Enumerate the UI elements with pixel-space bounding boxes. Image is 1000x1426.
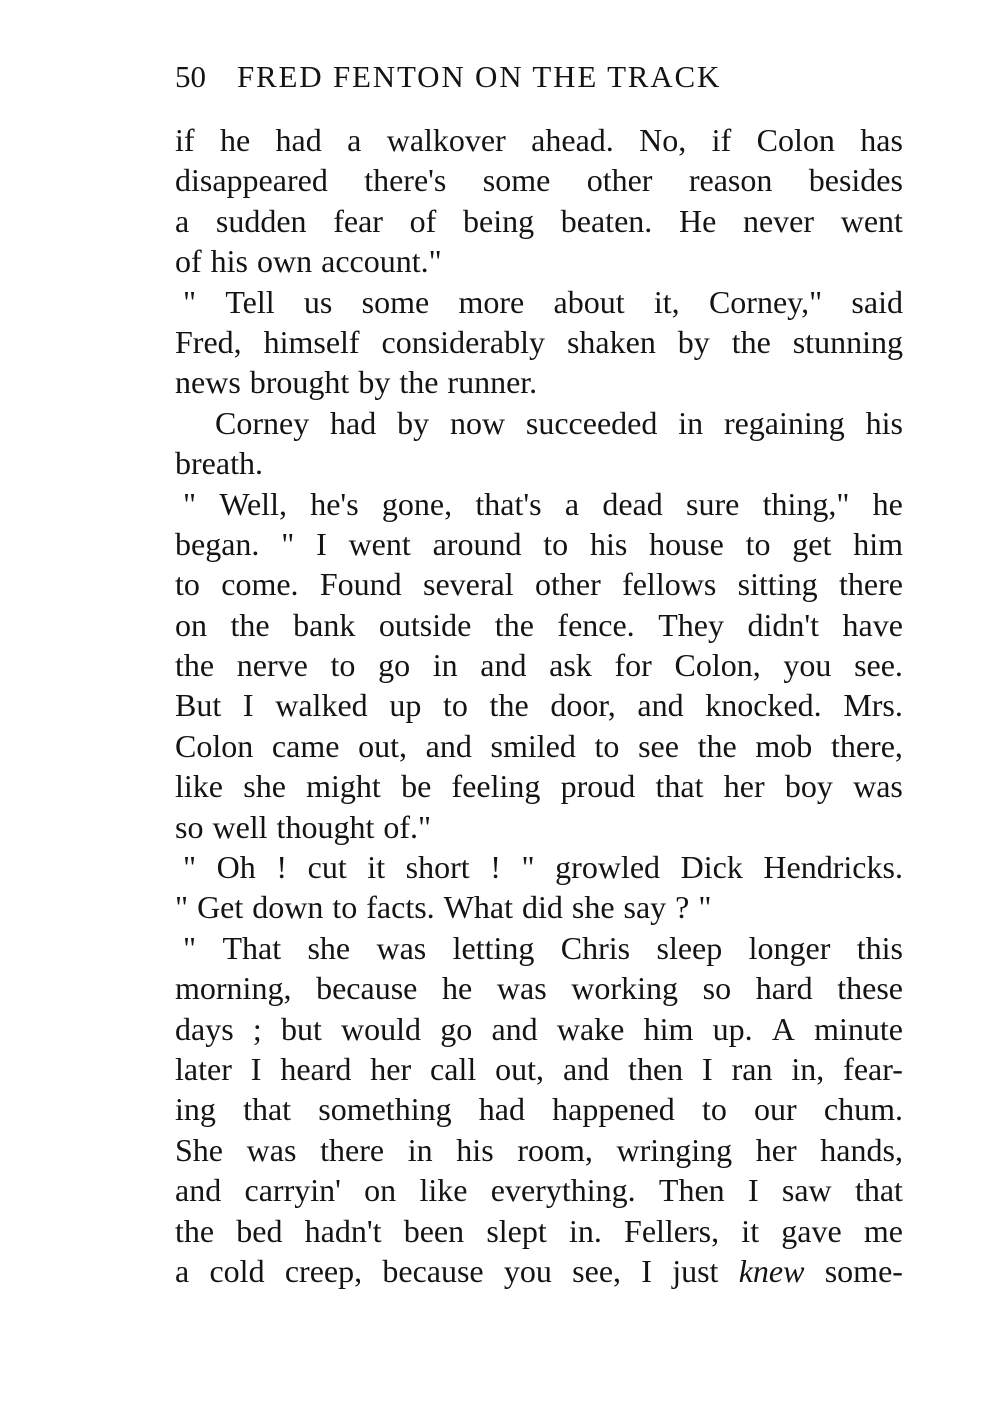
- word: sleep: [656, 929, 723, 966]
- word: so: [175, 808, 204, 845]
- word: bed: [236, 1212, 283, 1249]
- word: cold: [209, 1252, 265, 1289]
- word: succeeded: [525, 404, 658, 441]
- text-line: [175, 1170, 903, 1210]
- word: carryin': [244, 1172, 341, 1209]
- word: several: [423, 566, 514, 603]
- word: then: [628, 1050, 684, 1087]
- running-header: [175, 56, 905, 98]
- word: ": [521, 849, 535, 886]
- word: Colon: [756, 122, 835, 158]
- word: around: [432, 525, 522, 562]
- word: well: [212, 808, 268, 845]
- word: up.: [712, 1010, 753, 1047]
- word: something: [318, 1091, 452, 1128]
- word: on: [175, 606, 207, 643]
- word: nerve: [236, 647, 308, 684]
- word: to: [543, 525, 569, 562]
- word: had: [330, 404, 377, 441]
- word: to: [442, 687, 468, 724]
- word: but: [280, 1010, 322, 1047]
- word: other: [586, 162, 653, 199]
- word: short: [405, 849, 470, 886]
- word: he: [442, 970, 473, 1007]
- word: Fred,: [175, 323, 242, 360]
- word: ": [183, 283, 197, 320]
- word: to: [594, 727, 620, 764]
- word: by: [358, 364, 391, 401]
- word: that's: [475, 485, 542, 522]
- text-line: [175, 968, 903, 1008]
- word: brought: [249, 364, 350, 401]
- word: out,: [358, 727, 407, 764]
- word: some: [482, 162, 551, 199]
- word: if: [711, 122, 732, 158]
- word: thing,": [762, 485, 850, 522]
- word: see.: [854, 647, 903, 684]
- word: minute: [814, 1010, 903, 1047]
- word: sure: [685, 485, 740, 522]
- text-line: [175, 605, 903, 645]
- word: his: [456, 1131, 494, 1168]
- word: he: [872, 485, 903, 522]
- word: she: [307, 929, 351, 966]
- word: hadn't: [304, 1212, 382, 1249]
- word: this: [856, 929, 903, 966]
- word: if: [175, 122, 195, 158]
- word: of: [409, 202, 437, 239]
- word: Then: [658, 1172, 725, 1209]
- word: gone,: [381, 485, 453, 522]
- word: a: [564, 485, 580, 522]
- word: his: [589, 525, 628, 562]
- word: proud: [560, 768, 636, 805]
- word: ": [698, 889, 712, 926]
- word: he's: [310, 485, 359, 522]
- word: a: [347, 122, 362, 158]
- word: reason: [688, 162, 773, 199]
- word: him: [643, 1010, 694, 1047]
- word: in: [432, 647, 458, 684]
- word: regaining: [723, 404, 845, 441]
- word: himself: [263, 323, 360, 360]
- word: cut: [307, 849, 347, 886]
- word: Colon,: [674, 647, 761, 684]
- word: has: [860, 122, 903, 158]
- text-line: [175, 1089, 903, 1129]
- word: the: [399, 364, 439, 401]
- word: would: [341, 1010, 422, 1047]
- text-line: [175, 443, 903, 483]
- word: she: [571, 889, 615, 926]
- word: never: [742, 202, 815, 239]
- word: account.": [321, 243, 442, 280]
- word: creep,: [284, 1252, 363, 1289]
- word: like: [419, 1172, 468, 1209]
- word: boy: [784, 768, 833, 805]
- word: that: [854, 1172, 903, 1209]
- word: there,: [830, 727, 903, 764]
- word: !: [490, 849, 501, 886]
- word: breath.: [175, 445, 263, 482]
- word: his: [865, 404, 903, 441]
- word: considerably: [381, 323, 546, 360]
- word: Corney: [215, 404, 310, 441]
- text-line: [175, 847, 903, 887]
- word: and: [425, 727, 472, 764]
- word: news: [175, 364, 241, 401]
- word: to: [745, 525, 771, 562]
- word: What: [443, 889, 513, 926]
- word: He: [678, 202, 717, 239]
- word: Tell: [225, 283, 275, 320]
- word: beaten.: [560, 202, 653, 239]
- word: and: [637, 687, 684, 724]
- word: went: [840, 202, 903, 239]
- text-line: [175, 564, 903, 604]
- word: in: [407, 1131, 433, 1168]
- word: she: [243, 768, 286, 805]
- word: out,: [495, 1050, 545, 1087]
- word: that: [243, 1091, 292, 1128]
- word: mob: [755, 727, 813, 764]
- word: saw: [781, 1172, 832, 1209]
- word: be: [401, 768, 432, 805]
- text-line: [175, 726, 903, 766]
- word: her: [755, 1131, 797, 1168]
- word: fear-: [843, 1050, 903, 1087]
- word: I: [242, 687, 254, 724]
- word: some-: [824, 1252, 903, 1289]
- word: more: [458, 283, 525, 320]
- word: and: [175, 1172, 222, 1209]
- word: now: [449, 404, 506, 441]
- word: feeling: [451, 768, 541, 805]
- word: thought: [276, 808, 375, 845]
- word: have: [842, 606, 903, 643]
- word: wake: [556, 1010, 625, 1047]
- word: for: [614, 647, 652, 684]
- text-line: [175, 1130, 903, 1170]
- word: in.: [568, 1212, 602, 1249]
- word: ": [183, 485, 197, 522]
- word: the: [175, 1212, 215, 1249]
- word: smiled: [490, 727, 576, 764]
- word: see,: [572, 1252, 622, 1289]
- text-line: [175, 484, 903, 524]
- word: so: [702, 970, 732, 1007]
- word: ?: [675, 889, 690, 926]
- word: her: [370, 1050, 412, 1087]
- word: ran: [731, 1050, 773, 1087]
- word: there's: [364, 162, 447, 199]
- word: of: [175, 243, 202, 280]
- word: about: [553, 283, 625, 320]
- word: down: [252, 889, 324, 926]
- word: the: [230, 606, 270, 643]
- word: slept: [486, 1212, 547, 1249]
- word: been: [403, 1212, 465, 1249]
- word: to: [701, 1091, 727, 1128]
- word: runner.: [447, 364, 538, 401]
- word: you: [783, 647, 832, 684]
- word: you: [503, 1252, 552, 1289]
- word: to: [330, 647, 356, 684]
- text-line: [175, 1211, 903, 1251]
- word: fence.: [557, 606, 635, 643]
- word: her: [723, 768, 765, 805]
- word: I: [702, 1050, 713, 1087]
- word: our: [754, 1091, 797, 1128]
- word: get: [792, 525, 832, 562]
- word: longer: [748, 929, 831, 966]
- word: letting: [452, 929, 535, 966]
- word: other: [534, 566, 601, 603]
- word: stunning: [792, 323, 903, 360]
- word: ahead.: [531, 122, 614, 158]
- word: chum.: [823, 1091, 903, 1128]
- word: She: [175, 1131, 223, 1168]
- word: the: [494, 606, 534, 643]
- word: Well,: [219, 485, 287, 522]
- text-line: [175, 160, 903, 200]
- word: because: [382, 1252, 484, 1289]
- word: call: [430, 1050, 477, 1087]
- word: days: [175, 1010, 234, 1047]
- word: growled: [555, 849, 661, 886]
- word: ": [175, 889, 189, 926]
- word: a: [175, 202, 190, 239]
- word: ": [183, 849, 197, 886]
- word: didn't: [747, 606, 819, 643]
- text-line: [175, 1251, 903, 1291]
- word: besides: [808, 162, 903, 199]
- word: to: [175, 566, 200, 603]
- text-line: [175, 766, 903, 806]
- word: and: [562, 1050, 610, 1087]
- word: began.: [175, 525, 260, 562]
- word: see: [638, 727, 679, 764]
- word: happened: [552, 1091, 675, 1128]
- word: disappeared: [175, 162, 328, 199]
- word: outside: [378, 606, 472, 643]
- word: said: [851, 283, 903, 320]
- text-line: [175, 201, 903, 241]
- running-title: FRED FENTON ON THE TRACK: [237, 59, 722, 94]
- text-line: [175, 282, 903, 322]
- word: everything.: [490, 1172, 636, 1209]
- text-line: [175, 807, 903, 847]
- page-number: 50: [175, 59, 206, 94]
- word: there: [320, 1131, 385, 1168]
- word: house: [649, 525, 724, 562]
- word: ask: [549, 647, 592, 684]
- word: went: [348, 525, 411, 562]
- word: was: [246, 1131, 297, 1168]
- word: Corney,": [708, 283, 823, 320]
- word: the: [175, 647, 215, 684]
- word: it: [367, 849, 386, 886]
- word: Fellers,: [624, 1212, 720, 1249]
- word: Colon: [175, 727, 254, 764]
- word: was: [496, 970, 547, 1007]
- word: being: [462, 202, 535, 239]
- word: in,: [791, 1050, 825, 1087]
- word: it: [741, 1212, 760, 1249]
- word: hard: [755, 970, 813, 1007]
- word: facts.: [366, 889, 435, 926]
- word: No,: [639, 122, 687, 158]
- word: because: [316, 970, 418, 1007]
- word: Chris: [560, 929, 631, 966]
- word: his: [210, 243, 248, 280]
- word: and: [491, 1010, 538, 1047]
- word: us: [303, 283, 333, 320]
- word: bank: [293, 606, 356, 643]
- word: the: [697, 727, 737, 764]
- body-text: [175, 120, 903, 1291]
- word: But: [175, 687, 222, 724]
- word: there: [838, 566, 903, 603]
- word: knocked.: [705, 687, 822, 724]
- text-line: [175, 645, 903, 685]
- word: me: [863, 1212, 903, 1249]
- word: he: [219, 122, 251, 158]
- word: might: [306, 768, 381, 805]
- word: the: [489, 687, 529, 724]
- text-line: [175, 403, 903, 443]
- word: by: [677, 323, 710, 360]
- word: own: [257, 243, 313, 280]
- word: shaken: [566, 323, 656, 360]
- word: room,: [517, 1131, 593, 1168]
- word: morning,: [175, 970, 292, 1007]
- word: had: [275, 122, 322, 158]
- word: Mrs.: [843, 687, 903, 724]
- word: sudden: [215, 202, 307, 239]
- word: Oh: [216, 849, 256, 886]
- word: !: [276, 849, 288, 886]
- word: and: [480, 647, 527, 684]
- text-line: [175, 524, 903, 564]
- word: like: [175, 768, 223, 805]
- word: hands,: [820, 1131, 903, 1168]
- word: A: [771, 1010, 795, 1047]
- word: fellows: [622, 566, 717, 603]
- word: They: [658, 606, 724, 643]
- word: go: [378, 647, 411, 684]
- word: Dick: [680, 849, 743, 886]
- word: sitting: [737, 566, 818, 603]
- text-line: [175, 1049, 903, 1089]
- text-line: [175, 322, 903, 362]
- word: him: [853, 525, 903, 562]
- word: these: [837, 970, 903, 1007]
- word: to: [332, 889, 358, 926]
- word: a: [175, 1252, 190, 1289]
- word: knew: [738, 1252, 805, 1289]
- word: I: [747, 1172, 759, 1209]
- word: just: [672, 1252, 719, 1289]
- word: heard: [280, 1050, 352, 1087]
- text-line: [175, 241, 903, 281]
- word: working: [571, 970, 678, 1007]
- text-line: [175, 685, 903, 725]
- word: ": [183, 929, 197, 966]
- word: the: [731, 323, 771, 360]
- word: on: [364, 1172, 397, 1209]
- text-line: [175, 362, 903, 402]
- word: fear: [333, 202, 383, 239]
- word: was: [853, 768, 903, 805]
- word: ;: [252, 1010, 262, 1047]
- word: door,: [550, 687, 616, 724]
- word: did: [521, 889, 563, 926]
- word: dead: [602, 485, 663, 522]
- word: go: [440, 1010, 473, 1047]
- word: walkover: [386, 122, 506, 158]
- word: That: [222, 929, 282, 966]
- word: up: [389, 687, 422, 724]
- text-line: [175, 928, 903, 968]
- word: ": [281, 525, 295, 562]
- word: I: [250, 1050, 262, 1087]
- word: say: [623, 889, 667, 926]
- word: wringing: [616, 1131, 733, 1168]
- word: Get: [197, 889, 244, 926]
- word: of.": [383, 808, 432, 845]
- word: came: [271, 727, 340, 764]
- text-line: [175, 1009, 903, 1049]
- word: was: [376, 929, 427, 966]
- word: gave: [781, 1212, 842, 1249]
- text-line: [175, 120, 903, 160]
- word: in: [678, 404, 704, 441]
- word: Found: [319, 566, 402, 603]
- word: had: [478, 1091, 525, 1128]
- word: I: [316, 525, 327, 562]
- word: ing: [175, 1091, 216, 1128]
- word: later: [175, 1050, 232, 1087]
- word: Hendricks.: [763, 849, 903, 886]
- word: it,: [653, 283, 680, 320]
- word: some: [361, 283, 430, 320]
- word: come.: [221, 566, 299, 603]
- word: I: [641, 1252, 652, 1289]
- word: walked: [275, 687, 368, 724]
- text-line: [175, 887, 903, 927]
- word: by: [397, 404, 430, 441]
- word: that: [655, 768, 704, 805]
